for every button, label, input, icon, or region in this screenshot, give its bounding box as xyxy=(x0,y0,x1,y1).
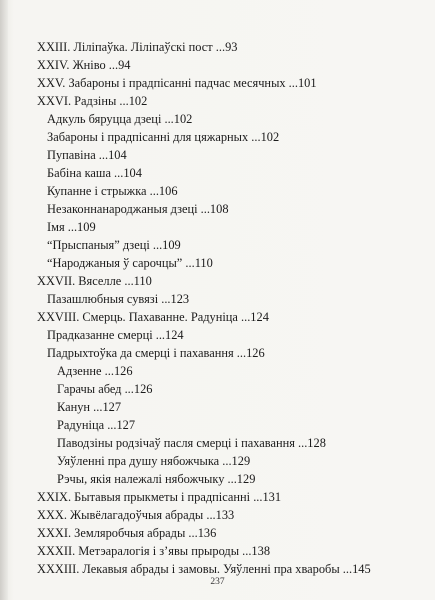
toc-entry: XXV. Забароны і прадпісанні падчас месячных ...101 xyxy=(37,76,317,90)
toc-entry: XXIX. Бытавыя прыкметы і прадпісанні ...131 xyxy=(37,490,282,504)
toc-entry: Гарачы абед ...126 xyxy=(57,382,153,396)
toc-entry: “Прыспаныя” дзеці ...109 xyxy=(47,238,181,252)
toc-entry: XXIII. Ліліпаўка. Ліліпаўскі пост ...93 xyxy=(37,40,238,54)
toc-entry: Рэчы, якія належалі нябожчыку ...129 xyxy=(57,472,256,486)
page-number: 237 xyxy=(210,577,225,587)
toc-entry: XXXIII. Лекавыя абрады і замовы. Уяўленні пра хваробы ...145 xyxy=(37,562,371,576)
toc-entry: XXVI. Радзіны ...102 xyxy=(37,94,148,108)
toc-entry: Падрыхтоўка да смерці і пахавання ...126 xyxy=(47,346,265,360)
toc-entry: Імя ...109 xyxy=(47,220,96,234)
toc-entry: Пазашлюбныя сувязі ...123 xyxy=(47,292,190,306)
toc-entry: XXVIII. Смерць. Пахаванне. Радуніца ...124 xyxy=(37,310,269,324)
toc-entry: XXXI. Земляробчыя абрады ...136 xyxy=(37,526,217,540)
toc-entry: Уяўленні пра душу нябожчыка ...129 xyxy=(57,454,251,468)
toc-entry: Бабіна каша ...104 xyxy=(47,166,142,180)
toc-entry: Пупавіна ...104 xyxy=(47,148,127,162)
toc-entry: Канун ...127 xyxy=(57,400,122,414)
toc-entry: Адзенне ...126 xyxy=(57,364,133,378)
toc-entry: Купанне і стрыжка ...106 xyxy=(47,184,178,198)
toc-entry: XXXII. Метэаралогія і з’явы прыроды ...138 xyxy=(37,544,271,558)
toc-entry: Незаконнанароджаныя дзеці ...108 xyxy=(47,202,229,216)
toc-entry: Забароны і прадпісанні для цяжарных ...102 xyxy=(47,130,280,144)
toc-entry: Паводзіны родзічаў пасля смерці і пахавання ...128 xyxy=(57,436,326,450)
toc-entry: XXVII. Вяселле ...110 xyxy=(37,274,152,288)
toc-entry: Адкуль бяруцца дзеці ...102 xyxy=(47,112,193,126)
toc-entry: “Народжаныя ў сарочцы” ...110 xyxy=(47,256,213,270)
toc-entry: Радуніца ...127 xyxy=(57,418,136,432)
toc-entry: Прадказанне смерці ...124 xyxy=(47,328,184,342)
toc-entry: XXX. Жывёлагадоўчыя абрады ...133 xyxy=(37,508,235,522)
toc-entry: XXIV. Жніво ...94 xyxy=(37,58,131,72)
